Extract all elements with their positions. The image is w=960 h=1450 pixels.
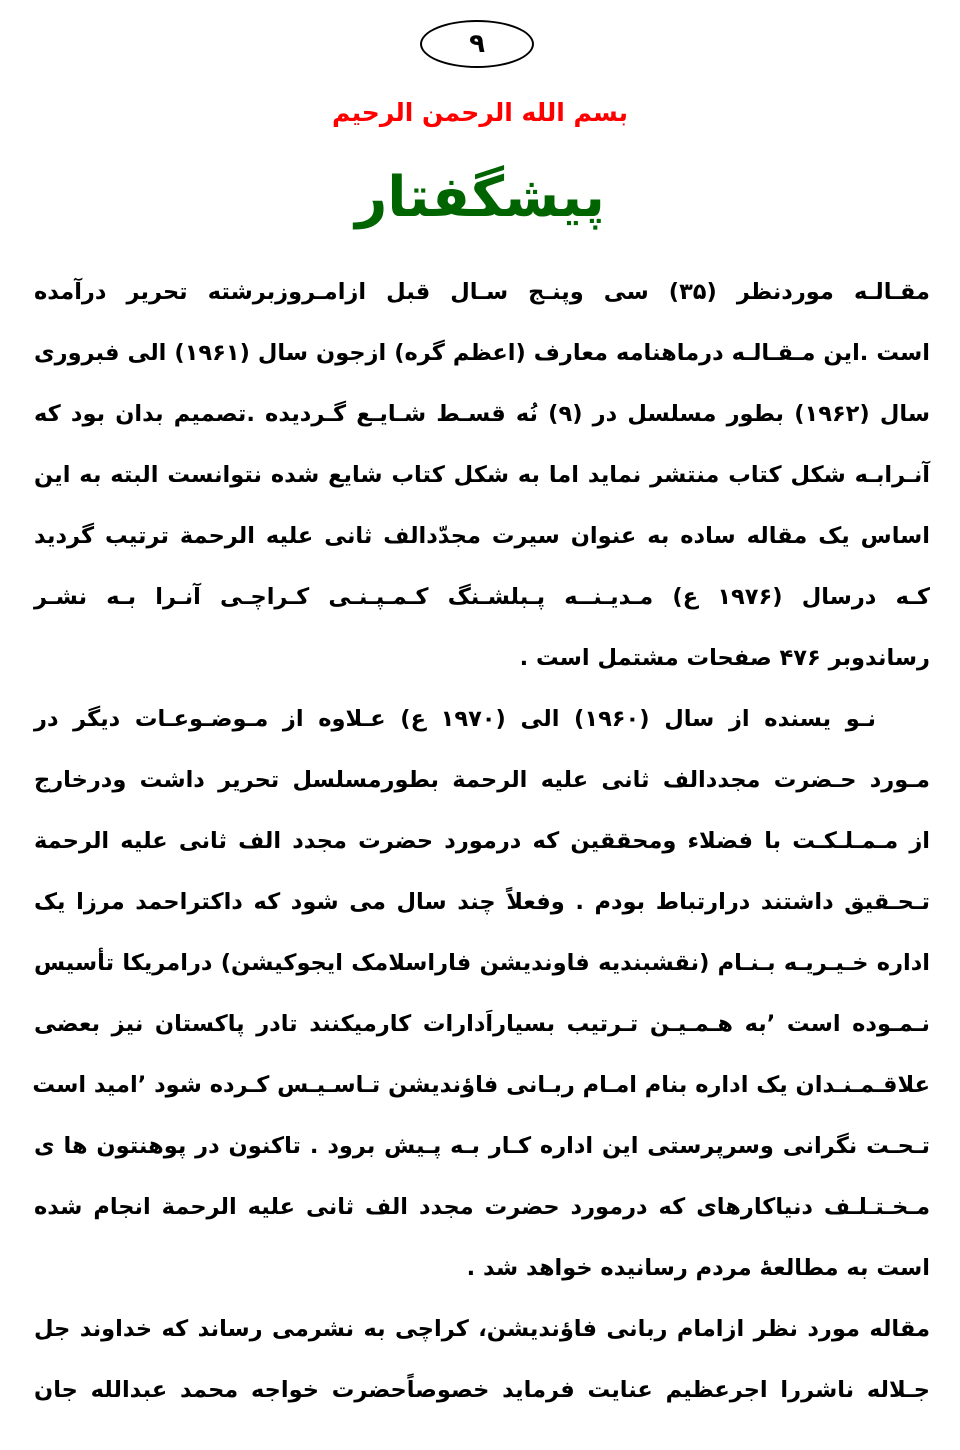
text-line: از مـمـلـكـت با فضلاء ومحققين كه درمورد حضرت مجدد الف ثانی عليه الرحمة (34, 828, 930, 854)
body-text (34, 262, 930, 1421)
page-number-oval (420, 20, 534, 68)
text-line: علاقـمـنـدان يک اداره بنام امـام ربـانی فاؤنديشن تـاسـيـس كـرده شود ٬اميد است (32, 1072, 930, 1098)
text-line: رساندوبر ۴۷۶ صفحات مشتمل است . (519, 645, 930, 671)
text-line: جـلاله ناشررا اجرعظيم عنايت فرمايد خصوصاًحضرت خواجه محمد عبدالله جان (34, 1377, 930, 1403)
text-line: مـورد حـضرت مجددالف ثانی عليه الرحمة بطورمسلسل تحرير داشت ودرخارج (34, 767, 930, 793)
chapter-heading: پیشگفتار (355, 165, 605, 230)
text-line: آنـرابـه شكل كتاب منتشر نمايد اما به شكل كتاب شايع شده نتوانست البته به این (34, 462, 930, 488)
text-line: نـو يسنده از سال (۱۹۶۰) الی (۱۹۷۰ ع) عـلاوه از مـوضـوعـات ديگر در (34, 706, 876, 732)
text-line: است به مطالعهٔ مردم رسانيده خواهد شد . (466, 1255, 930, 1281)
text-line: تـحـت نگرانی وسرپرستی اين اداره كـار بـه پـيش برود . تاكنون در پوهنتون ها ی (34, 1133, 930, 1159)
text-line: كـه درسال (۱۹۷۶ ع) مـديـنــه پـبلشـنگ كـمـپـنـی كـراچـی آنـرا بـه نشـر (34, 584, 930, 610)
text-line: مـخـتـلـف دنياكارهای كه درمورد حضرت مجدد الف ثانی عليه الرحمة انجام شده (34, 1194, 930, 1220)
text-line: است .اين مـقـالـه درماهنامه معارف (اعظم گره) ازجون سال (۱۹۶۱) الی فبروری (34, 340, 930, 366)
text-line: سال (۱۹۶۲) بطور مسلسل در (۹) نُه قسـط شـايـع گـرديده .تصميم بدان بود كه (34, 401, 931, 427)
text-line: مقاله مورد نظر ازامام ربانی فاؤنديشن، كراچی به نشرمی رساند كه خداوند جل (34, 1316, 930, 1342)
page-number: ۹ (469, 29, 485, 59)
text-line: نـمـوده است ٬به هـمـيـن تـرتيب بسياراَدارات كارميكنند تادر پاكستان نيز بعضی (34, 1011, 930, 1037)
text-line: اداره خـيـريـه بـنـام (نقشبنديه فاونديشن فاراسلامک ايجوكيشن) درامريكا تأسيس (34, 950, 930, 976)
text-line: اساس يک مقاله ساده به عنوان سيرت مجدّدالف ثانی عليه الرحمة ترتيب گرديد (34, 523, 930, 549)
text-line: مقـالـه موردنظر (۳۵) سی وپنـج سـال قبل ازامـروزبرشته تحرير درآمده (34, 279, 930, 305)
bismillah-line: بسم الله الرحمن الرحيم (332, 98, 628, 127)
text-line: تـحـقيق داشتند درارتباط بودم . وفعلاً چند سال می شود كه داكتراحمد مرزا يک (34, 889, 930, 915)
